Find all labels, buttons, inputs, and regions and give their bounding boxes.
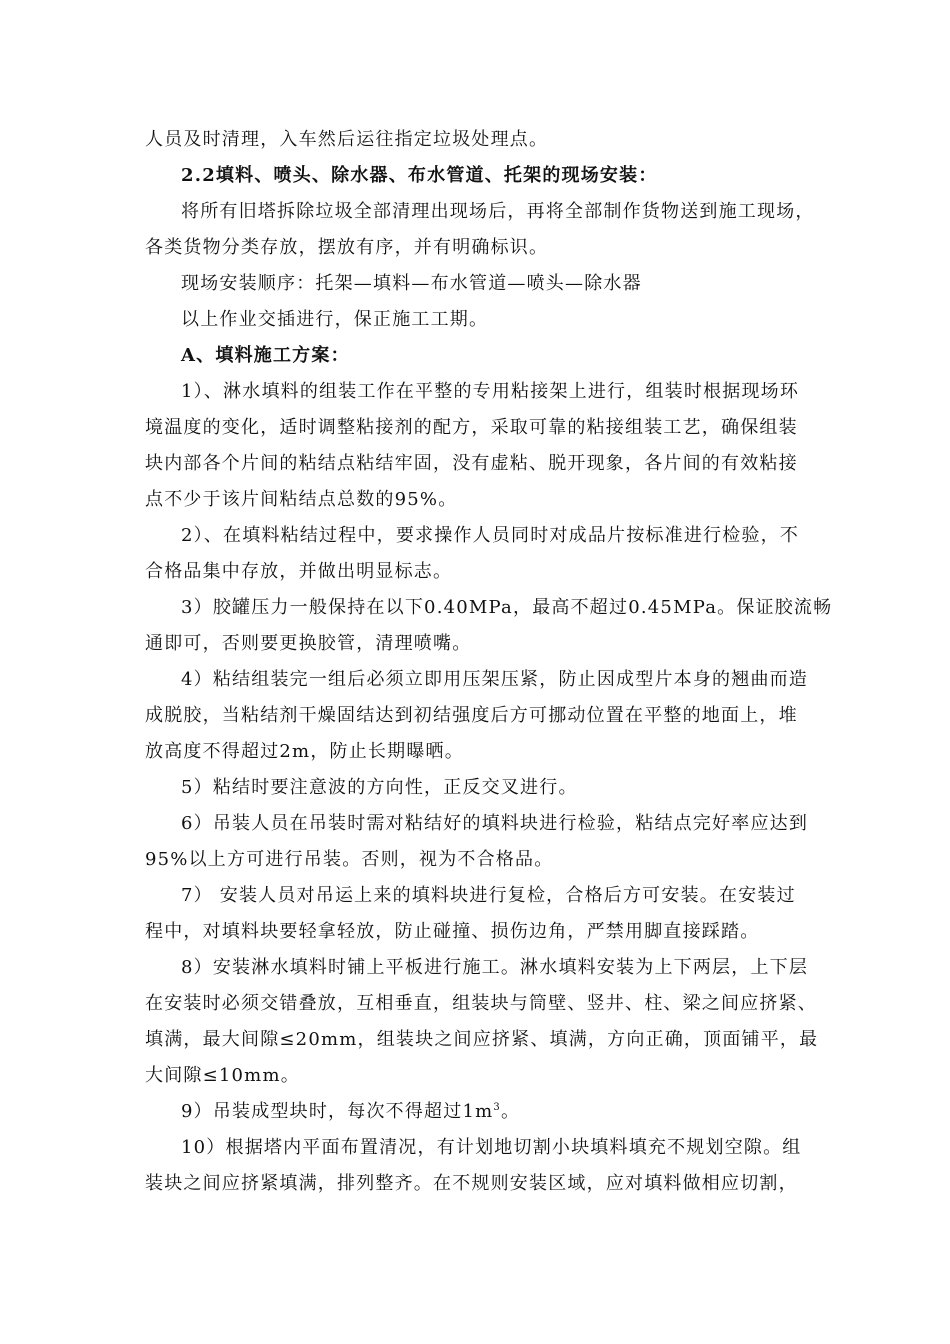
text-line: 点不少于该片间粘结点总数的95%。 — [145, 489, 458, 510]
text-line: 现场安装顺序：托架—填料—布水管道—喷头—除水器 — [181, 273, 642, 294]
text-line: 人员及时清理，入车然后运往指定垃圾处理点。 — [145, 129, 549, 150]
text-line: 各类货物分类存放，摆放有序，并有明确标识。 — [145, 237, 549, 258]
text-line: 10）根据塔内平面布置清况，有计划地切割小块填料填充不规划空隙。组 — [181, 1137, 802, 1158]
text-line: 以上作业交插进行，保正施工工期。 — [181, 309, 489, 330]
text-line: 8）安装淋水填料时铺上平板进行施工。淋水填料安装为上下两层，上下层 — [181, 957, 809, 978]
text-line-end: 。 — [500, 1101, 521, 1122]
text-line: 6）吊装人员在吊装时需对粘结好的填料块进行检验，粘结点完好率应达到 — [181, 813, 809, 834]
text-line: 2）、在填料粘结过程中，要求操作人员同时对成品片按标准进行检验，不 — [181, 525, 800, 546]
text-line: 在安装时必须交错叠放，互相垂直，组装块与筒壁、竖井、柱、梁之间应挤紧、 — [145, 993, 817, 1014]
text-line: 装块之间应挤紧填满，排列整齐。在不规则安装区域，应对填料做相应切割， — [145, 1173, 798, 1194]
text-line: 3）胶罐压力一般保持在以下0.40MPa，最高不超过0.45MPa。保证胶流畅 — [181, 597, 833, 618]
text-line: 合格品集中存放，并做出明显标志。 — [145, 561, 453, 582]
text-line — [181, 1100, 520, 1124]
text-line: 通即可，否则要更换胶管，清理喷嘴。 — [145, 633, 472, 654]
section-heading: 2.2填料、喷头、除水器、布水管道、托架的现场安装： — [181, 165, 658, 186]
subsection-heading: A、填料施工方案： — [181, 345, 350, 366]
text-line: 5）粘结时要注意波的方向性，正反交叉进行。 — [181, 777, 578, 798]
text-line: 成脱胶，当粘结剂干燥固结达到初结强度后方可挪动位置在平整的地面上，堆 — [145, 705, 798, 726]
text-line: 程中，对填料块要轻拿轻放，防止碰撞、损伤边角，严禁用脚直接踩踏。 — [145, 921, 760, 942]
text-line: 1）、淋水填料的组装工作在平整的专用粘接架上进行，组装时根据现场环 — [181, 381, 800, 402]
text-line: 大间隙≤10mm。 — [145, 1065, 300, 1086]
text-line: 95%以上方可进行吊装。否则，视为不合格品。 — [145, 849, 554, 870]
text-line: 块内部各个片间的粘结点粘结牢固，没有虚粘、脱开现象，各片间的有效粘接 — [145, 453, 798, 474]
text-line-main: 9）吊装成型块时，每次不得超过1m — [181, 1101, 494, 1122]
text-line: 境温度的变化，适时调整粘接剂的配方，采取可靠的粘接组装工艺，确保组装 — [145, 417, 798, 438]
text-line: 将所有旧塔拆除垃圾全部清理出现场后，再将全部制作货物送到施工现场， — [181, 201, 815, 222]
text-line: 4）粘结组装完一组后必须立即用压架压紧，防止因成型片本身的翘曲而造 — [181, 669, 809, 690]
text-line: 放高度不得超过2m，防止长期曝晒。 — [145, 741, 464, 762]
text-line: 填满，最大间隙≤20mm，组装块之间应挤紧、填满，方向正确，顶面铺平，最 — [145, 1029, 819, 1050]
text-line: 7） 安装人员对吊运上来的填料块进行复检，合格后方可安装。在安装过 — [181, 885, 796, 906]
superscript-cubic: 3 — [493, 1102, 501, 1113]
